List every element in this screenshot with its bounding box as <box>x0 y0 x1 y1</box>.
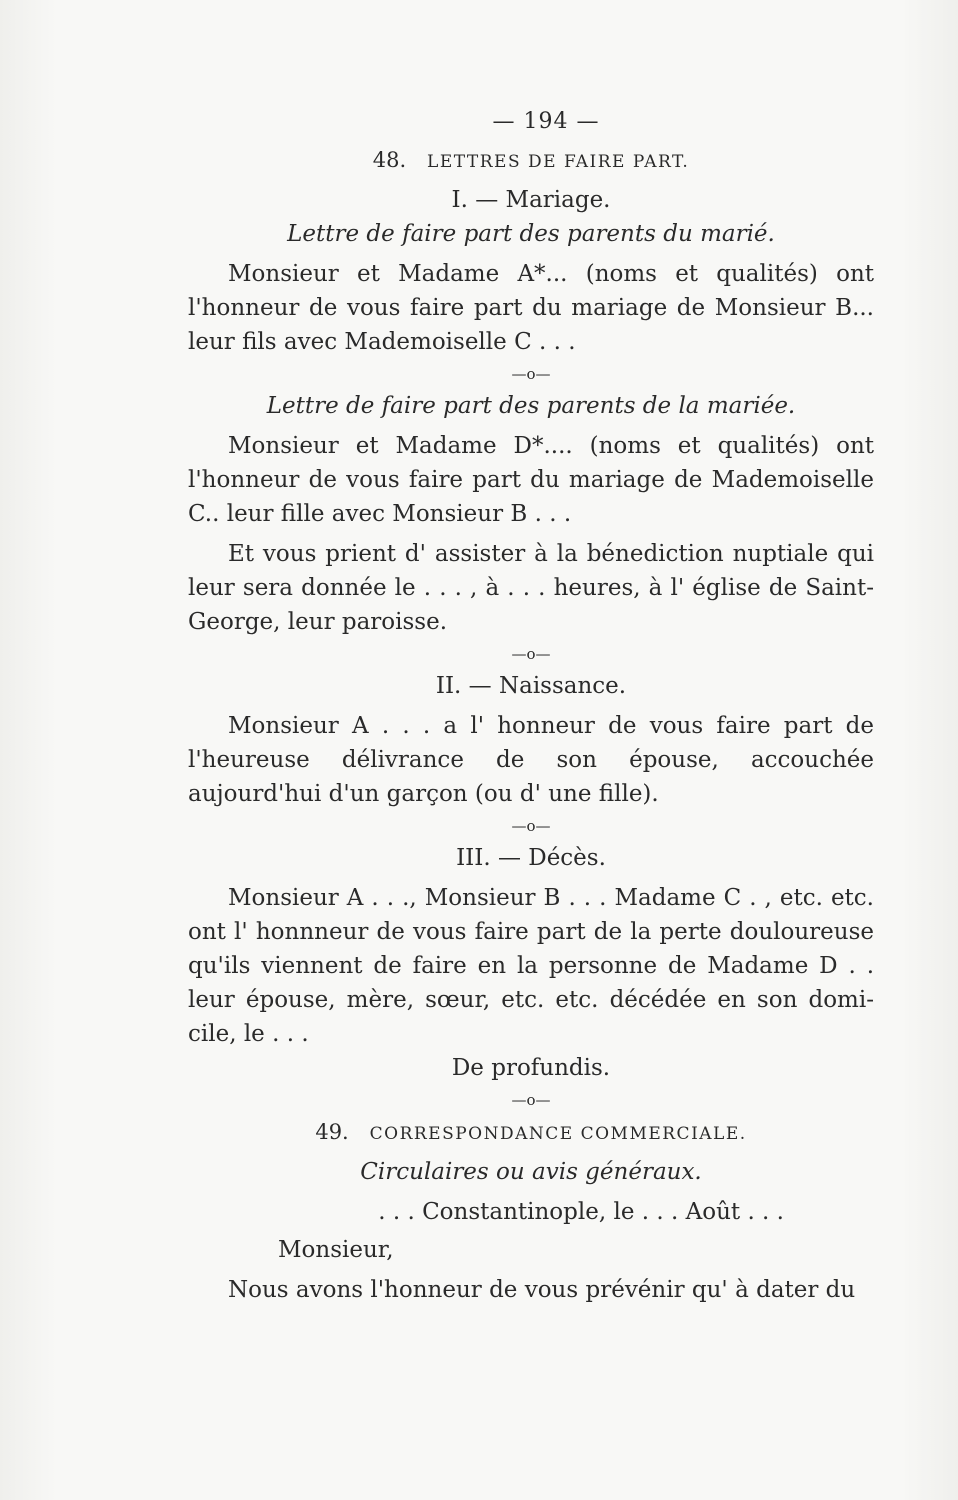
deces-paragraph: Monsieur A . . ., Monsieur B . . . Madame C . , etc. etc. ont l' honnneur de vous faire part de la perte douloureuse qu'ils viennent de faire en la personne de Madame D . . leur épouse, mère, sœur, etc. etc. décédée en son domicile, le . . . <box>188 885 874 1047</box>
naissance-paragraph: Monsieur A . . . a l' honneur de vous faire part de l'heureuse délivrance de son épouse, accouchée aujourd'hui d'un garçon (ou d' une fille). <box>188 713 874 807</box>
separator: —o— <box>511 817 551 835</box>
mariage-paragraph-bride: Monsieur et Madame D*.... (noms et qualités) ont l'honneur de vous faire part du mariage de Mademoiselle C.. leur fille avec Monsieur B . . . <box>188 433 874 527</box>
letter-dateline: . . . Constantinople, le . . . Août . . . <box>378 1199 784 1225</box>
deces-closing: De profundis. <box>451 1055 611 1081</box>
section-48-heading <box>188 143 874 179</box>
section-48-number: 48. <box>372 148 407 172</box>
section-49-title: CORRESPONDANCE COMMERCIALE. <box>369 1124 747 1144</box>
mariage-subheading-bride: Lettre de faire part des parents de la mariée. <box>266 393 796 419</box>
mariage-paragraph-invitation: Et vous prient d' assister à la bénediction nuptiale qui leur sera donnée le . . . , à . . . heures, à l' église de Saint-George, leur paroisse. <box>188 541 874 635</box>
section-49-number: 49. <box>315 1120 349 1144</box>
section-49-subheading: Circulaires ou avis généraux. <box>360 1159 702 1185</box>
separator: —o— <box>511 365 551 383</box>
mariage-heading: I. — Mariage. <box>451 187 611 213</box>
page-text-column <box>188 105 874 1307</box>
naissance-heading: II. — Naissance. <box>435 673 627 699</box>
separator: —o— <box>511 645 551 663</box>
letter-salutation: Monsieur, <box>278 1237 394 1263</box>
section-48-title: LETTRES DE FAIRE PART. <box>427 152 690 172</box>
letter-paragraph: Nous avons l'honneur de vous prévénir qu' à dater du <box>228 1277 856 1303</box>
section-49-heading <box>188 1115 874 1151</box>
mariage-paragraph-groom: Monsieur et Madame A*... (noms et qualités) ont l'honneur de vous faire part du mariage de Monsieur B... leur fils avec Mademoiselle C . . . <box>188 261 874 355</box>
page-number: — 194 — <box>492 109 600 134</box>
separator: —o— <box>511 1091 551 1109</box>
mariage-subheading-groom: Lettre de faire part des parents du marié. <box>287 221 775 247</box>
deces-heading: III. — Décès. <box>456 845 606 871</box>
